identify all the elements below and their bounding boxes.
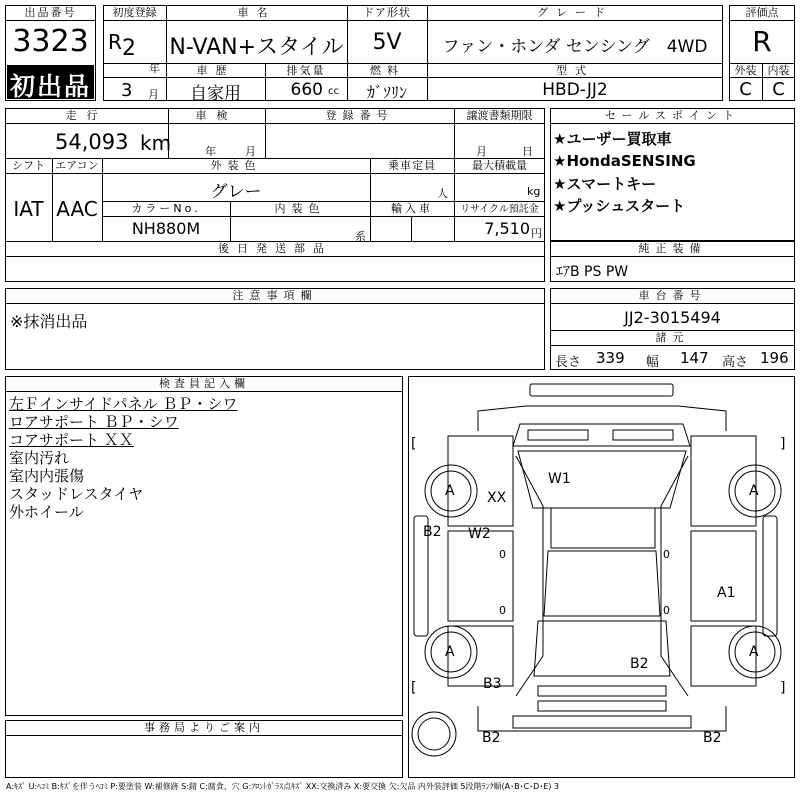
mark-front-right-wheel: A	[749, 483, 759, 499]
transfer-docs-label: 譲渡書類期限	[466, 109, 533, 122]
office-label: 事務局よりご案内	[144, 721, 264, 734]
recycle-unit: 円	[531, 227, 542, 240]
mark-rear: B2	[630, 656, 649, 672]
registration-number-label: 登録番号	[325, 109, 394, 122]
score: R	[752, 25, 772, 58]
history: 自家用	[190, 84, 241, 104]
zero-right-lower: 0	[663, 604, 670, 617]
mark-rear-bumper-right: B2	[703, 730, 722, 746]
later-parts-label: 後日発送部品	[218, 242, 332, 255]
model-label: 型式	[556, 64, 594, 77]
width: 147	[680, 349, 709, 367]
model: HBD-JJ2	[542, 80, 608, 100]
mark-inside-panel: XX	[487, 490, 507, 506]
recycle-label: リサイクル預託金	[460, 204, 539, 215]
zero-right-upper: 0	[663, 548, 670, 561]
legend: A:ｷｽﾞ U:ﾍｺﾐ B:ｷｽﾞを伴うﾍｺﾐ P:要塗装 W:補修跡 S:錆 C:腐食、穴 G:ﾌﾛﾝﾄｶﾞﾗｽ点ｷｽﾞ XX:交換済み X:要交換 欠:欠品 内外装評価 5段階ﾗﾝｸ順(A･B･C･D･E) 3	[6, 782, 560, 791]
bracket-right-top: ]	[780, 436, 786, 452]
exterior-color: グレー	[210, 182, 262, 202]
inspector-line-4: 室内汚れ	[9, 449, 70, 467]
interior-color-unit: 系	[355, 230, 366, 243]
month-unit: 月	[148, 88, 159, 101]
zero-left-upper: 0	[499, 548, 506, 561]
fuel-label: 燃料	[370, 64, 404, 77]
mark-windshield: W1	[548, 471, 571, 487]
car-name-label: 車名	[237, 6, 276, 19]
mileage-label: 走行	[65, 109, 108, 122]
mileage-unit: km	[140, 131, 172, 155]
month: 3	[121, 80, 133, 101]
sales-points-label: セールスポイント	[604, 109, 740, 122]
length: 339	[596, 349, 625, 367]
displacement: 660	[290, 80, 323, 100]
chassis-number: JJ2-3015494	[624, 308, 721, 327]
inspector-line-6: スタッドレスタイヤ	[9, 485, 144, 503]
mark-rear-bumper-left: B2	[482, 730, 501, 746]
era: R	[108, 30, 122, 54]
sales-point-1: ★ユーザー買取車	[553, 130, 672, 148]
exterior-color-label: 外装色	[210, 159, 262, 172]
sales-point-2: ★HondaSENSING	[553, 152, 696, 170]
notes-text: ※抹消出品	[10, 312, 88, 331]
shift: IAT	[13, 197, 44, 221]
sales-point-4: ★プッシュスタート	[553, 197, 686, 215]
color-no: NH880M	[131, 219, 201, 238]
door-type-label: ドア形状	[363, 6, 411, 19]
car-diagram	[408, 376, 795, 778]
history-label: 車歴	[196, 64, 235, 77]
bracket-right-bottom: ]	[780, 680, 786, 696]
era-year: 2	[122, 36, 136, 61]
width-label: 幅	[646, 355, 660, 370]
lot-number-label: 出品番号	[24, 6, 77, 19]
inspector-label: 検査員記入欄	[159, 377, 249, 390]
fuel: ｶﾞｿﾘﾝ	[366, 83, 407, 102]
transfer-day-unit: 日	[522, 145, 533, 158]
mark-left-rear: B3	[483, 676, 502, 692]
door-type: 5V	[372, 30, 402, 55]
interior-grade: C	[772, 79, 785, 100]
ac: AAC	[56, 197, 98, 221]
first-listing-text: 初出品	[9, 72, 91, 101]
capacity-label: 乗車定員	[388, 159, 436, 172]
inspector-line-1: 左Ｆインサイドパネル ＢＰ・シワ	[9, 395, 238, 413]
exterior-label: 外装	[734, 64, 757, 77]
registration-label: 初度登録	[112, 6, 157, 19]
inspector-line-5: 室内内張傷	[9, 467, 85, 485]
equipment-label: 純正装備	[638, 242, 707, 255]
grade: ファン・ホンダ センシング 4WD	[442, 37, 708, 57]
mark-front-left-wheel: A	[445, 483, 455, 499]
color-no-label: カラーNo.	[131, 202, 201, 215]
recycle-deposit: 7,510	[484, 219, 530, 238]
mark-rear-right-wheel: A	[749, 644, 759, 660]
max-load-unit: kg	[527, 185, 541, 198]
inspector-line-2: ロアサポート ＢＰ・シワ	[9, 413, 179, 431]
displacement-label: 排気量	[286, 64, 326, 77]
inspection-year-unit: 年	[205, 145, 216, 158]
mark-right-door: A1	[717, 585, 736, 601]
inspector-line-7: 外ホイール	[9, 503, 84, 521]
mileage: 54,093	[55, 130, 129, 154]
lot-number: 3323	[12, 24, 89, 59]
mark-left-front-door: B2	[423, 524, 442, 540]
zero-left-lower: 0	[499, 604, 506, 617]
inspection-month-unit: 月	[245, 145, 256, 158]
mark-left-panel: W2	[468, 526, 491, 542]
mark-rear-left-wheel: A	[445, 644, 455, 660]
length-label: 長さ	[555, 355, 582, 370]
dimensions-label: 諸元	[655, 331, 690, 344]
score-label: 評価点	[745, 6, 779, 19]
import-label: 輸入車	[391, 202, 433, 215]
interior-color-label: 内装色	[274, 202, 326, 215]
notes-label: 注意事項欄	[232, 289, 318, 302]
inspection-label: 車検	[195, 109, 238, 122]
year-unit: 年	[149, 62, 160, 75]
car-name: N-VAN+スタイル	[169, 35, 344, 60]
shift-label: シフト	[12, 159, 45, 172]
inspector-line-3: コアサポート ＸＸ	[9, 431, 134, 449]
bracket-left-bottom: [	[411, 680, 417, 696]
max-load-label: 最大積載量	[472, 159, 527, 172]
grade-label: グレード	[537, 6, 613, 19]
chassis-label: 車台番号	[638, 289, 707, 302]
transfer-month-unit: 月	[476, 145, 487, 158]
height-label: 高さ	[722, 355, 749, 370]
capacity-unit: 人	[437, 187, 448, 200]
equipment: ｴｱB PS PW	[556, 264, 629, 280]
height: 196	[760, 349, 789, 367]
sales-point-3: ★スマートキー	[553, 175, 657, 193]
displacement-unit: cc	[328, 86, 339, 97]
interior-label: 内装	[767, 64, 790, 77]
exterior-grade: C	[739, 79, 752, 100]
bracket-left-top: [	[411, 436, 417, 452]
ac-label: エアコン	[55, 159, 99, 172]
